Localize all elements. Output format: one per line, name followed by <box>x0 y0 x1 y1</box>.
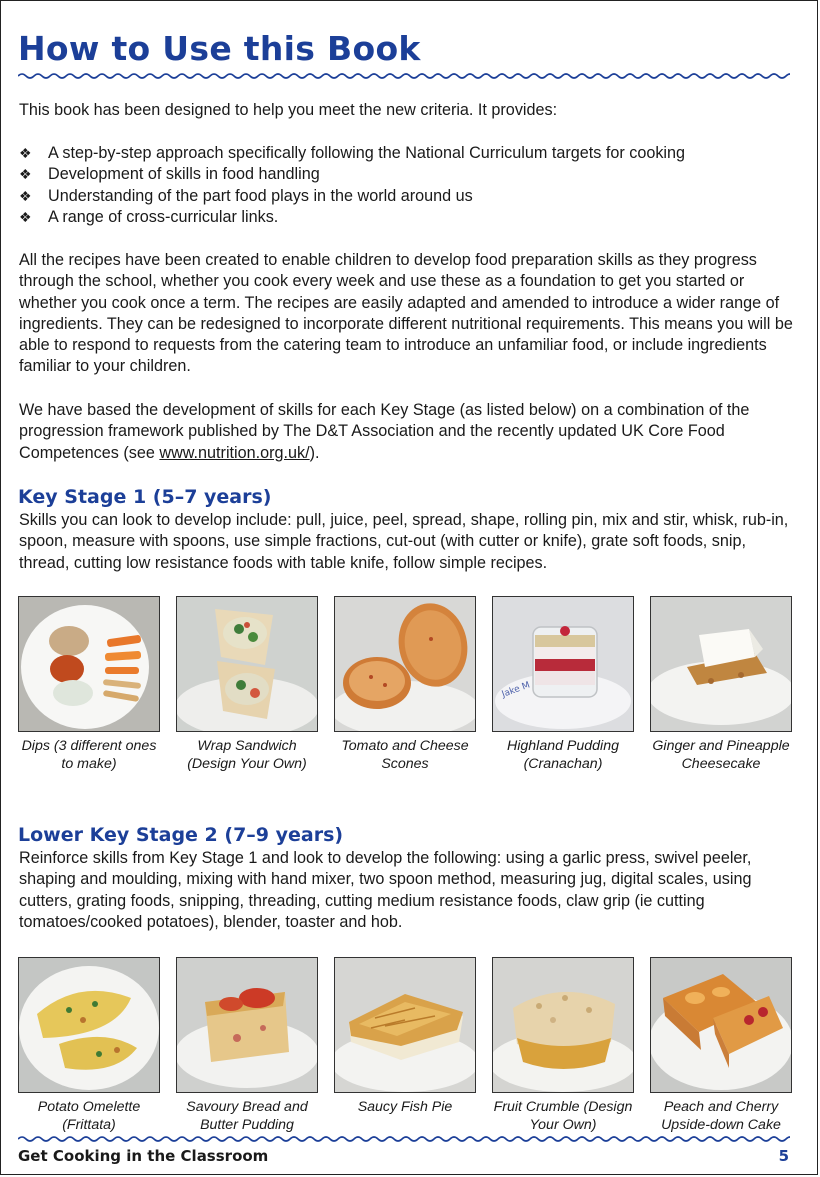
lower-key-stage-2-recipe-gallery <box>18 957 798 1157</box>
upside-down-cake-photo <box>650 957 792 1093</box>
recipe-caption: Fruit Crumble (Design Your Own) <box>493 1099 633 1133</box>
recipe-card <box>334 957 476 1117</box>
recipe-caption: Savoury Bread and Butter Pudding <box>186 1099 308 1133</box>
recipe-caption: Dips (3 different ones to make) <box>21 738 157 772</box>
fish-pie-photo <box>334 957 476 1093</box>
recipe-caption: Ginger and Pineapple Cheesecake <box>652 738 790 772</box>
bread-pudding-photo <box>176 957 318 1093</box>
recipe-caption: Potato Omelette (Frittata) <box>37 1099 141 1133</box>
recipe-card <box>18 957 160 1134</box>
diamond-bullet-icon: ❖ <box>19 145 32 161</box>
recipe-card <box>18 596 160 773</box>
recipe-card <box>176 596 318 773</box>
intro-text: This book has been designed to help you meet the new criteria. It provides: <box>19 101 558 119</box>
list-item: ❖ A step-by-step approach specifically following the National Curriculum targets for cooking <box>19 143 799 164</box>
dips-platter-photo <box>18 596 160 732</box>
recipe-card <box>650 596 792 773</box>
key-stage-1-recipe-gallery <box>18 596 798 796</box>
fruit-crumble-photo <box>492 957 634 1093</box>
recipes-paragraph: All the recipes have been created to enable children to develop food preparation skills as they progress through the school, whether you cook every week and use these as a foundation to get you started or whether you cook once a term. The recipes are easily adapted and amended to introduce a wider range of ingredients. They can be redesigned to incorporate different nutritional requirements. This means you will be able to respond to requests from the catering team to introduce an unfamiliar food, or include ingredients familiar to your children. <box>19 251 793 376</box>
recipe-caption: Peach and Cherry Upside-down Cake <box>661 1099 781 1133</box>
diamond-bullet-icon: ❖ <box>19 208 32 225</box>
svg-text:Jake M: Jake M <box>500 680 532 700</box>
key-stage-1-skills: Skills you can look to develop include: pull, juice, peel, spread, shape, rolling pin, mix and stir, whisk, rub-in, spoon, measure with spoons, use simple fractions, cut-out (with cutter or knife), grate soft foods, snip, thread, cutting low resistance foods with table knife, follow simple recipes. <box>19 511 789 572</box>
wrap-sandwich-photo <box>176 596 318 732</box>
list-item: ❖ Development of skills in food handling <box>19 164 799 185</box>
recipe-caption: Highland Pudding (Cranachan) <box>506 738 619 772</box>
diamond-bullet-icon: ❖ <box>19 166 32 183</box>
key-stage-1-heading: Key Stage 1 (5–7 years) <box>18 486 272 508</box>
provides-list <box>19 143 799 228</box>
recipe-card <box>492 957 634 1134</box>
recipe-caption: Tomato and Cheese Scones <box>341 738 469 772</box>
diamond-bullet-icon: ❖ <box>19 187 32 204</box>
lower-key-stage-2-heading: Lower Key Stage 2 (7–9 years) <box>18 824 344 846</box>
recipe-caption: Saucy Fish Pie <box>357 1099 453 1115</box>
page-title: How to Use this Book <box>18 29 421 68</box>
recipe-caption: Wrap Sandwich (Design Your Own) <box>187 738 307 772</box>
footer-book-title: Get Cooking in the Classroom <box>18 1147 269 1165</box>
wavy-divider-bottom <box>18 1134 790 1144</box>
nutrition-website-link[interactable]: www.nutrition.org.uk/ <box>159 443 310 462</box>
recipe-card <box>176 957 318 1134</box>
omelette-photo <box>18 957 160 1093</box>
scones-photo <box>334 596 476 732</box>
cheesecake-photo <box>650 596 792 732</box>
page-number: 5 <box>778 1147 789 1165</box>
lower-key-stage-2-skills: Reinforce skills from Key Stage 1 and look to develop the following: using a garlic press, swivel peeler, shaping and moulding, mixing with hand mixer, two spoon method, measuring jug, digital scales, using cutters, grating foods, snipping, threading, cutting medium resistance foods, claw grip (ie cutting tomatoes/cooked potatoes), blender, toaster and hob. <box>19 849 752 931</box>
wavy-divider-top <box>18 71 790 81</box>
list-item: ❖ Understanding of the part food plays in the world around us <box>19 186 799 207</box>
recipe-card <box>492 596 634 773</box>
recipe-card <box>650 957 792 1134</box>
cranachan-glass-photo <box>492 596 634 732</box>
recipe-card <box>334 596 476 773</box>
key-stage-basis-paragraph: We have based the development of skills for each Key Stage (as listed below) on a combination of the progression framework published by The D&T Association and the recently updated UK Core Food Competences (see www.nutrition.org.uk/). <box>19 401 750 462</box>
list-item: ❖ A range of cross-curricular links. <box>19 207 799 228</box>
